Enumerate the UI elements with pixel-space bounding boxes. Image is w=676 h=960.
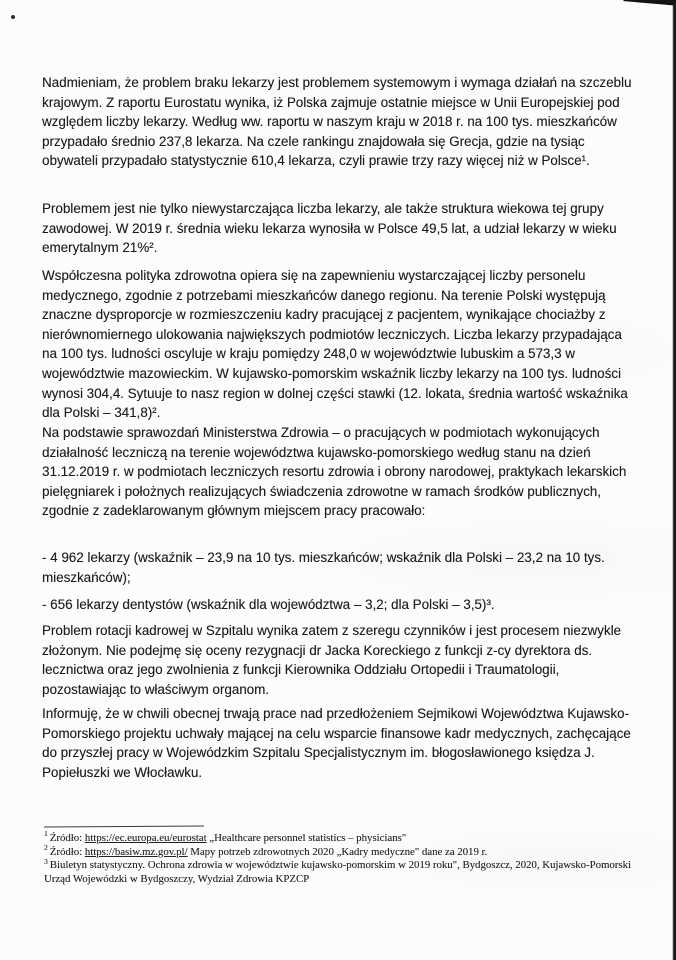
footnote-text: Biuletyn statystyczny. Ochrona zdrowia w województwie kujawsko-pomorskim w 2019 roku", Bydgoszcz, 2020, Kujawsko-Pomorski Urząd Wojewódzki w Bydgoszczy, Wydział Zdrowia KPZCP bbox=[44, 859, 631, 885]
footnote-text: „Healthcare personnel statistics – physicians" bbox=[206, 832, 407, 844]
footnote bbox=[44, 856, 640, 886]
list-item: - 656 lekarzy dentystów (wskaźnik dla województwa – 3,2; dla Polski – 3,5)³. bbox=[42, 597, 495, 612]
footnote bbox=[44, 829, 640, 846]
footnote-text: Źródło: bbox=[49, 845, 85, 858]
footnote-number: 2 bbox=[44, 843, 48, 852]
footnotes-section bbox=[44, 826, 640, 886]
scan-edge-shadow bbox=[672, 0, 676, 960]
paragraph: Współczesna polityka zdrowotna opiera się na zapewnieniu wystarczającej liczby personelu medycznego, zgodnie z potrzebami mieszkańców danego regionu. Na terenie Polski występują znaczne dysproporcje w rozmieszczeniu kadry pracującej z pacjentem, wynikające chociażby z nierównomiernego ulokowania największych podmiotów leczniczych. Liczba lekarzy przypadająca na 100 tys. ludności oscyluje w kraju pomiędzy 248,0 w województwie lubuskim a 573,3 w województwie mazowieckim. W kujawsko-pomorskim wskaźnik liczby lekarzy na 100 tys. ludności wynosi 304,4. Sytuuje to nasz region w dolnej części stawki (12. lokata, średnia wartość wskaźnika dla Polski – 341,8)². bbox=[42, 268, 628, 421]
footnote-separator bbox=[44, 825, 204, 827]
footnote-url: https://ec.europa.eu/eurostat bbox=[84, 832, 207, 844]
list-item: - 4 962 lekarzy (wskaźnik – 23,9 na 10 tys. mieszkańców; wskaźnik dla Polski – 23,2 na 10 tys. mieszkańców); bbox=[42, 550, 605, 585]
footnote-url: https://basiw.mz.gov.pl/ bbox=[84, 845, 188, 858]
scan-speck-artifact bbox=[11, 15, 15, 19]
paragraph: Problem rotacji kadrowej w Szpitalu wynika zatem z szeregu czynników i jest procesem niezwykle złożonym. Nie podejmę się oceny rezygnacji dr Jacka Koreckiego z funkcji z-cy dyrektora ds. lecznictwa oraz jego zwolnienia z funkcji Kierownika Oddziału Ortopedii i Traumatologii, pozostawiając to właściwym organom. bbox=[42, 623, 621, 697]
footnote-number: 3 bbox=[44, 856, 48, 866]
paragraph: Na podstawie sprawozdań Ministerstwa Zdrowia – o pracujących w podmiotach wykonujących działalność leczniczą na terenie województwa kujawsko-pomorskiego według stanu na dzień 31.12.2019 r. w podmiotach leczniczych resortu zdrowia i obrony narodowej, praktykach lekarskich pielęgniarek i położnych realizujących świadczenia zdrowotne w ramach środków publicznych, zgodnie z zadeklarowanym głównym miejscem pracy pracowało: bbox=[42, 425, 627, 519]
footnote bbox=[44, 843, 640, 860]
paragraph: Nadmieniam, że problem braku lekarzy jest problemem systemowym i wymaga działań na szczeblu krajowym. Z raportu Eurostatu wynika, iż Polska zajmuje ostatnie miejsce w Unii Europejskiej pod względem liczby lekarzy. Według ww. raportu w naszym kraju w 2018 r. na 100 tys. mieszkańców przypadało średnio 237,8 lekarza. Na czele rankingu znajdowała się Grecja, gdzie na tysiąc obywateli przypadało statystycznie 610,4 lekarza, czyli prawie trzy razy więcej niż w Polsce¹. bbox=[42, 75, 632, 169]
paragraph: Informuję, że w chwili obecnej trwają prace nad przedłożeniem Sejmikowi Województwa Kujawsko-Pomorskiego projektu uchwały mającej na celu wsparcie finansowe kadr medycznych, zachęcające do przyszłej pracy w Wojewódzkim Szpitalu Specjalistycznym im. błogosławionego księdza J. Popiełuszki we Włocławku. bbox=[42, 706, 631, 780]
footnote-text: Mapy potrzeb zdrowotnych 2020 „Kadry medyczne" dane za 2019 r. bbox=[187, 845, 488, 858]
paragraph: Problemem jest nie tylko niewystarczająca liczba lekarzy, ale także struktura wiekowa tej grupy zawodowej. W 2019 r. średnia wieku lekarza wynosiła w Polsce 49,5 lat, a udział lekarzy w wieku emerytalnym 21%². bbox=[42, 201, 617, 256]
footnote-number: 1 bbox=[44, 829, 48, 839]
scan-corner-shadow bbox=[623, 0, 676, 6]
footnote-text: Źródło: bbox=[49, 832, 85, 844]
